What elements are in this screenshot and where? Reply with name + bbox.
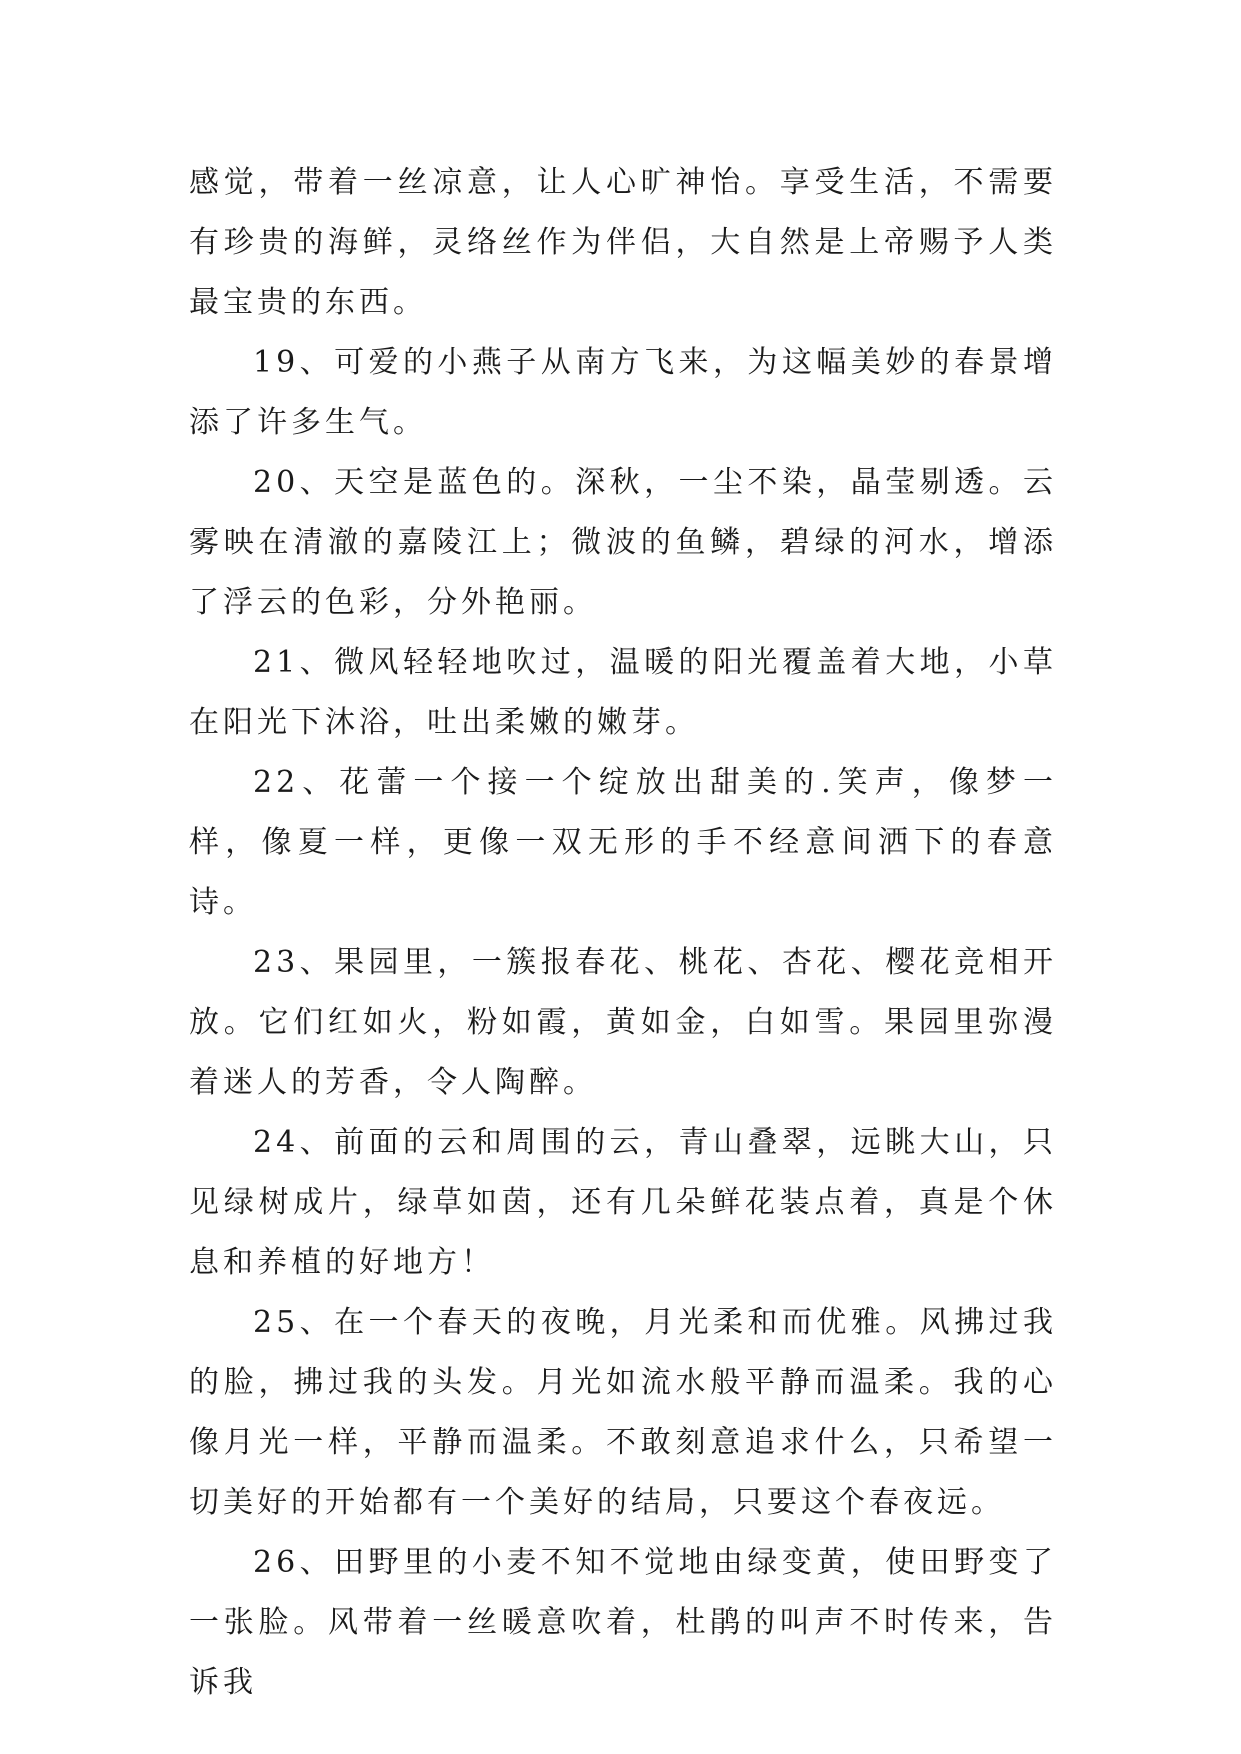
paragraph-19: 19、可爱的小燕子从南方飞来，为这幅美妙的春景增添了许多生气。 (189, 345, 1057, 440)
paragraph-24: 24、前面的云和周围的云，青山叠翠，远眺大山，只见绿树成片，绿草如茵，还有几朵鲜花装点着，真是个休息和养植的好地方！ (189, 1125, 1057, 1280)
paragraph-25: 25、在一个春天的夜晚，月光柔和而优雅。风拂过我的脸，拂过我的头发。月光如流水般平静而温柔。我的心像月光一样，平静而温柔。不敢刻意追求什么，只希望一切美好的开始都有一个美好的结局，只要这个春夜远。 (189, 1305, 1057, 1520)
paragraph-continued: 感觉，带着一丝凉意，让人心旷神怡。享受生活，不需要有珍贵的海鲜，灵络丝作为伴侣，大自然是上帝赐予人类最宝贵的东西。 (189, 165, 1057, 320)
paragraph-22: 22、花蕾一个接一个绽放出甜美的.笑声，像梦一样，像夏一样，更像一双无形的手不经意间洒下的春意诗。 (189, 765, 1057, 920)
paragraph-23: 23、果园里，一簇报春花、桃花、杏花、樱花竞相开放。它们红如火，粉如霞，黄如金，白如雪。果园里弥漫着迷人的芳香，令人陶醉。 (189, 945, 1057, 1100)
document-page (189, 153, 1057, 1713)
paragraph-21: 21、微风轻轻地吹过，温暖的阳光覆盖着大地，小草在阳光下沐浴，吐出柔嫩的嫩芽。 (189, 645, 1057, 740)
paragraph-26: 26、田野里的小麦不知不觉地由绿变黄，使田野变了一张脸。风带着一丝暖意吹着，杜鹃的叫声不时传来，告诉我 (189, 1545, 1057, 1700)
paragraph-20: 20、天空是蓝色的。深秋，一尘不染，晶莹剔透。云雾映在清澈的嘉陵江上；微波的鱼鳞，碧绿的河水，增添了浮云的色彩，分外艳丽。 (189, 465, 1057, 620)
